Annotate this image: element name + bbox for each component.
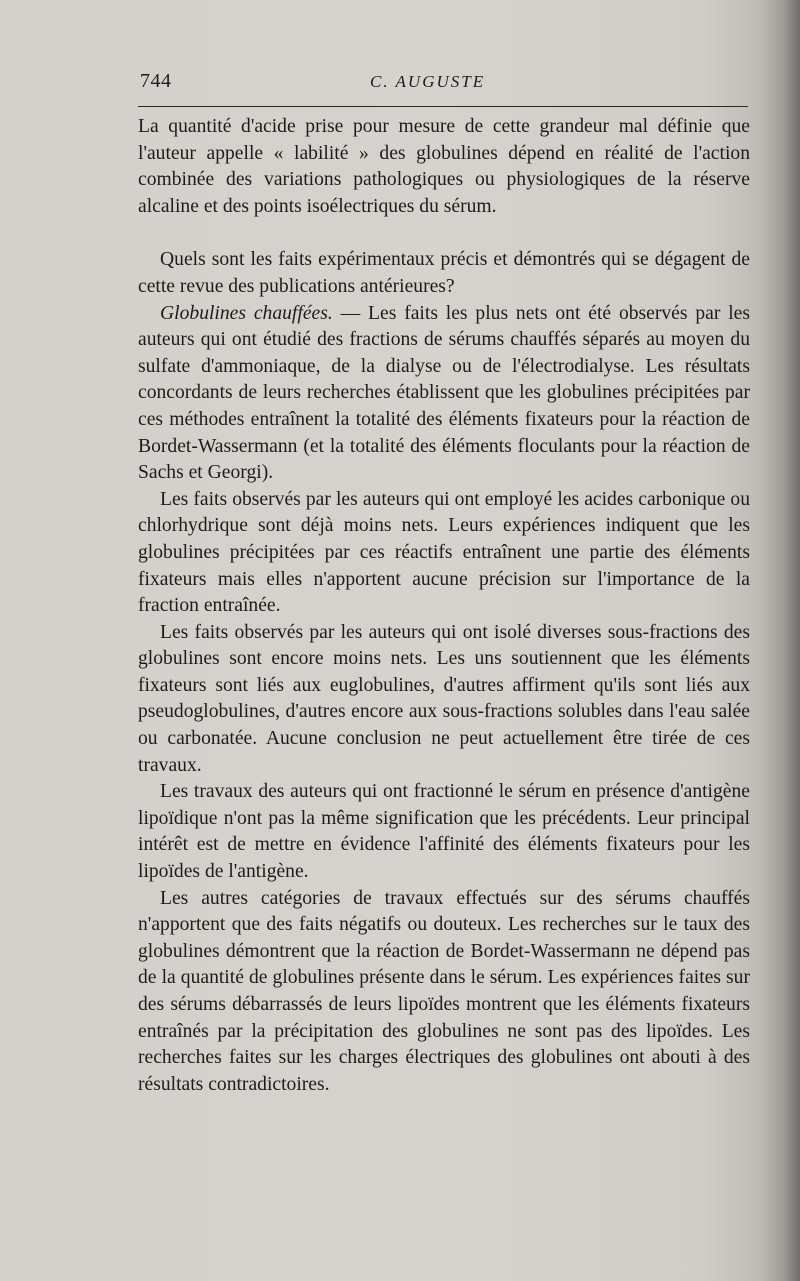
paragraph-1: La quantité d'acide prise pour mesure de cette grandeur mal définie que l'auteur appelle « labilité » des globulines dépend en réalité de l'action combinée des variations pathologiques ou physiologiques de la réserve alcaline et des points isoélectriques du sérum. bbox=[138, 116, 750, 217]
paragraph-2: Quels sont les faits expérimentaux précis et démontrés qui se dégagent de cette revue des publications antérieures? bbox=[138, 249, 750, 297]
paragraph-3-text: — Les faits les plus nets ont été observés par les auteurs qui ont étudié des fractions de sérums chauffés séparés au moyen du sulfate d'ammoniaque, de la dialyse ou de l'électrodialyse. Les résultats concordants de leurs recherches établissent que les globulines précipitées par ces méthodes entraînent la totalité des éléments fixateurs pour la réaction de Bordet-Wassermann (et la totalité des éléments floculants pour la réaction de Sachs et Georgi). bbox=[138, 302, 751, 484]
paragraph-3 bbox=[138, 301, 750, 487]
body-text bbox=[138, 114, 750, 1098]
page-number: 744 bbox=[140, 70, 172, 92]
header-rule bbox=[138, 106, 748, 107]
paragraph-4: Les faits observés par les auteurs qui ont employé les acides carbonique ou chlorhydrique sont déjà moins nets. Leurs expériences indiquent que les globulines précipitées par ces réactifs entraînent une partie des éléments fixateurs mais elles n'apportent aucune précision sur l'importance de la fraction entraînée. bbox=[138, 488, 750, 617]
page-header bbox=[140, 70, 745, 98]
paragraph-7: Les autres catégories de travaux effectués sur des sérums chauffés n'apportent que des faits négatifs ou douteux. Les recherches sur le taux des globulines démontrent que la réaction de Bordet-Wassermann ne dépend pas de la quantité de globulines présente dans le sérum. Les expériences faites sur des sérums débarrassés de leurs lipoïdes montrent que les éléments fixateurs entraînés par la précipitation des globulines ne sont pas des lipoïdes. Les recherches faites sur les charges électriques des globulines ont abouti à des résultats contradictoires. bbox=[138, 887, 750, 1095]
running-head: C. AUGUSTE bbox=[370, 72, 486, 91]
paragraph-6: Les travaux des auteurs qui ont fractionné le sérum en présence d'antigène lipoïdique n'ont pas la même signification que les précédents. Leur principal intérêt est de mettre en évidence l'affinité des éléments fixateurs pour les lipoïdes de l'antigène. bbox=[138, 781, 750, 883]
section-lead-globulines-chauffees: Globulines chauffées. bbox=[160, 302, 333, 324]
paragraph-5: Les faits observés par les auteurs qui ont isolé diverses sous-fractions des globulines sont encore moins nets. Les uns soutiennent que les éléments fixateurs sont liés aux euglobulines, d'autres affirment qu'ils sont liés aux pseudoglobulines, d'autres encore aux sous-fractions solubles dans l'eau salée ou carbonatée. Aucune conclusion ne peut actuellement être tirée de ces travaux. bbox=[138, 621, 750, 776]
